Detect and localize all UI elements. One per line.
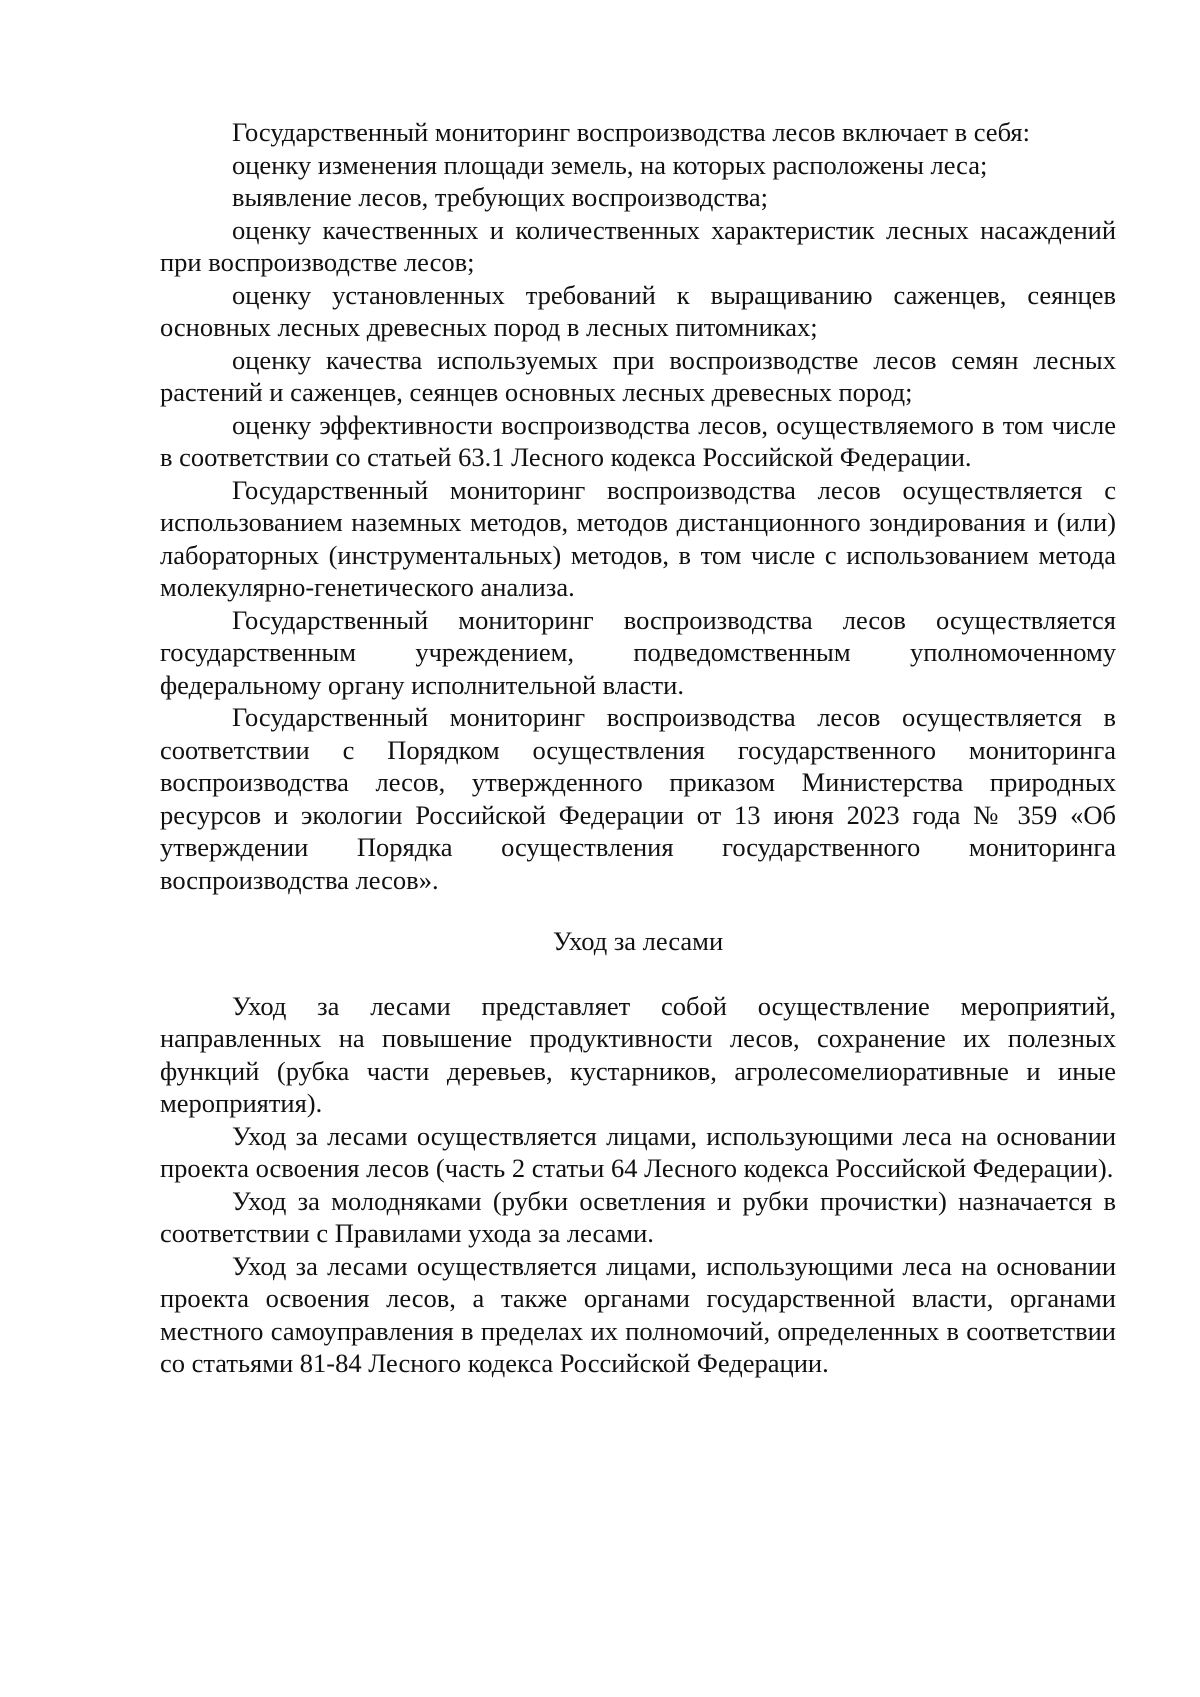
paragraph-monitoring-includes: Государственный мониторинг воспроизводства лесов включает в себя:: [232, 117, 1030, 147]
paragraph-forest-care-definition: Уход за лесами представляет собой осуществление мероприятий, направленных на повышение продуктивности лесов, сохранение их полезных функций (рубка части деревьев, кустарников, агролесомелиоративные и иные мероприятия).: [160, 990, 1116, 1118]
list-item-seed-quality: оценку качества используемых при воспроизводстве лесов семян лесных растений и саженцев, сеянцев основных лесных древесных пород;: [160, 344, 1116, 407]
list-item-nursery-requirements: оценку установленных требований к выращиванию саженцев, сеянцев основных лесных древесных пород в лесных питомниках;: [160, 279, 1116, 342]
paragraph-monitoring-institution: Государственный мониторинг воспроизводства лесов осуществляется государственным учреждением, подведомственным уполномоченному федеральному органу исполнительной власти.: [160, 604, 1116, 700]
list-item-identify-forests: выявление лесов, требующих воспроизводства;: [232, 182, 768, 212]
paragraph-forest-care-authorities: Уход за лесами осуществляется лицами, использующими леса на основании проекта освоения лесов, а также органами государственной власти, органами местного самоуправления в пределах их полномочий, определенных в соответствии со статьями 81-84 Лесного кодекса Российской Федерации.: [160, 1250, 1116, 1378]
paragraph-forest-care-users: Уход за лесами осуществляется лицами, использующими леса на основании проекта освоения лесов (часть 2 статьи 64 Лесного кодекса Российской Федерации).: [160, 1120, 1116, 1183]
section-heading-forest-care: Уход за лесами: [552, 926, 724, 956]
paragraph-monitoring-order: Государственный мониторинг воспроизводства лесов осуществляется в соответствии с Порядком осуществления государственного мониторинга воспроизводства лесов, утвержденного приказом Министерства природных ресурсов и экологии Российской Федерации от 13 июня 2023 года № 359 «Об утверждении Порядка осуществления государственного мониторинга воспроизводства лесов».: [160, 702, 1116, 895]
paragraph-young-stands-care: Уход за молодняками (рубки осветления и рубки прочистки) назначается в соответствии с Правилами ухода за лесами.: [160, 1185, 1116, 1248]
list-item-land-area: оценку изменения площади земель, на которых расположены леса;: [232, 149, 988, 180]
document-body: [160, 116, 1116, 1380]
list-item-efficiency: оценку эффективности воспроизводства лесов, осуществляемого в том числе в соответствии со статьей 63.1 Лесного кодекса Российской Федерации.: [160, 409, 1116, 472]
list-item-stand-characteristics: оценку качественных и количественных характеристик лесных насаждений при воспроизводстве лесов;: [160, 214, 1116, 277]
paragraph-monitoring-methods: Государственный мониторинг воспроизводства лесов осуществляется с использованием наземных методов, методов дистанционного зондирования и (или) лабораторных (инструментальных) методов, в том числе с использованием метода молекулярно-генетического анализа.: [160, 474, 1116, 602]
